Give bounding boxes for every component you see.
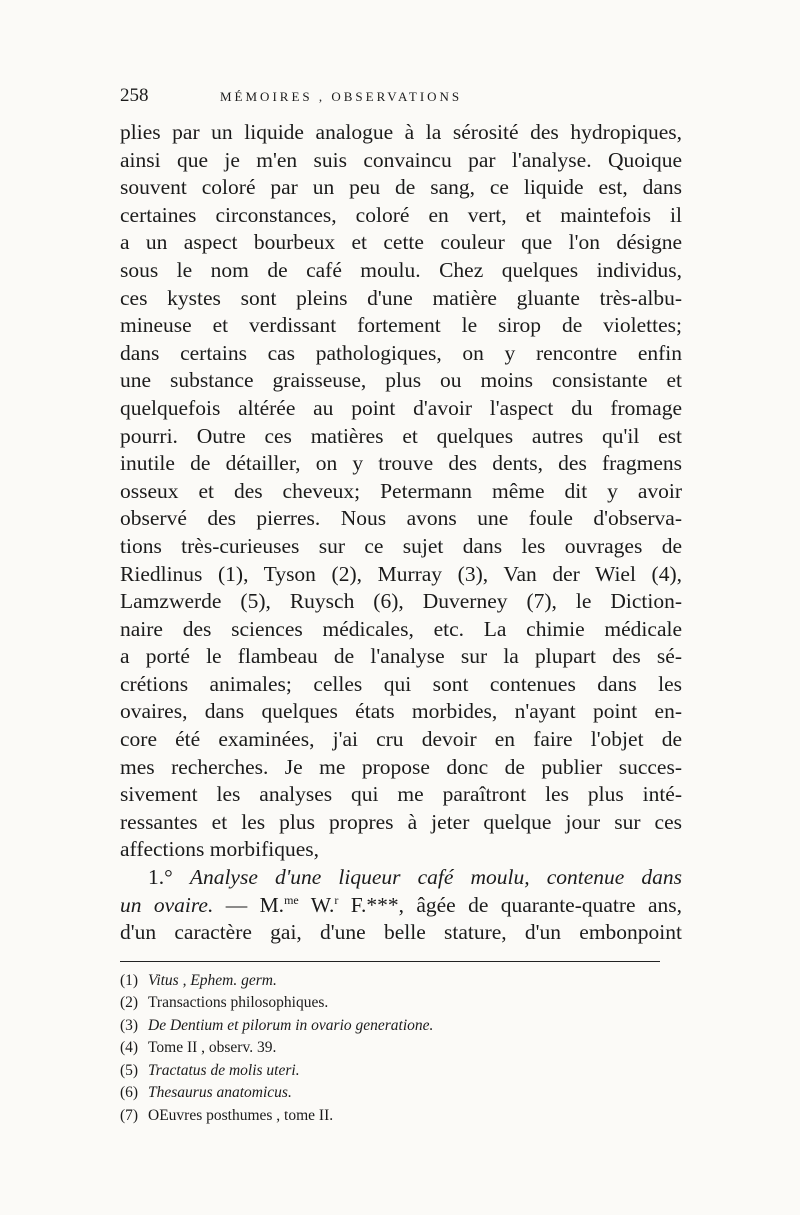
text-line: mineuse et verdissant fortement le sirop de violettes; (120, 313, 682, 338)
text-line: osseux et des cheveux; Petermann même dit y avoir (120, 478, 682, 503)
body-paragraph (120, 119, 682, 947)
text-line: sous le nom de café moulu. Chez quelques individus, (120, 257, 682, 282)
book-page (120, 85, 682, 1127)
page-number: 258 (120, 85, 149, 106)
text-line: plies par un liquide analogue à la sérosité des hydropiques, (120, 120, 682, 144)
text-line: crétions animales; celles qui sont contenues dans les (120, 671, 682, 696)
footnotes (120, 970, 682, 1128)
footnote: (6) Thesaurus anatomicus. (120, 1084, 292, 1102)
footnote-rule (120, 961, 660, 962)
text-line: ainsi que je m'en suis convaincu par l'analyse. Quoique (120, 147, 682, 172)
text-line: ressantes et les plus propres à jeter quelque jour sur ces (120, 809, 682, 834)
section-number: 1.° (148, 865, 173, 890)
text-line: ces kystes sont pleins d'une matière gluante très-albu- (120, 285, 682, 310)
footnote: (7) OEuvres posthumes , tome II. (120, 1106, 334, 1124)
text-line: mes recherches. Je me propose donc de publier succes- (120, 754, 682, 779)
footnote: (1) Vitus , Ephem. germ. (120, 971, 277, 989)
text-line: inutile de détailler, on y trouve des dents, des fragmens (120, 451, 682, 476)
text-line: certaines circonstances, coloré en vert, et maintefois il (120, 202, 682, 227)
footnote: (3) De Dentium et pilorum in ovario generatione. (120, 1016, 434, 1034)
text-line: Riedlinus (1), Tyson (2), Murray (3), Van der Wiel (4), (120, 561, 682, 586)
text-line: Lamzwerde (5), Ruysch (6), Duverney (7), le Diction- (120, 589, 682, 614)
text-line: a porté le flambeau de l'analyse sur la plupart des sé- (120, 644, 682, 669)
text-line: pourri. Outre ces matières et quelques autres qu'il est (120, 423, 682, 448)
text-line: une substance graisseuse, plus ou moins consistante et (120, 368, 682, 393)
text-line: observé des pierres. Nous avons une foule d'observa- (120, 506, 682, 531)
footnote: (5) Tractatus de molis uteri. (120, 1061, 300, 1079)
text-line: sivement les analyses qui me paraîtront les plus inté- (120, 782, 682, 807)
section-title-cont: un ovaire. (120, 892, 214, 917)
text-line: tions très-curieuses sur ce sujet dans les ouvrages de (120, 533, 682, 558)
text-line: souvent coloré par un peu de sang, ce liquide est, dans (120, 175, 682, 200)
text-line: dans certains cas pathologiques, on y rencontre enfin (120, 340, 682, 365)
text-line: un ovaire. — M.$^{me}$ W.$^r$ F.***, âgée de quarante-quatre ans, (120, 892, 682, 917)
page-header (120, 85, 682, 119)
running-head: MÉMOIRES , OBSERVATIONS (220, 89, 463, 104)
section-title: Analyse d'une liqueur café moulu, contenue dans (189, 865, 682, 890)
text-line: quelquefois altérée au point d'avoir l'aspect du fromage (120, 395, 682, 420)
footnote: (2) Transactions philosophiques. (120, 994, 329, 1012)
text-line: naire des sciences médicales, etc. La chimie médicale (120, 616, 682, 641)
text-line: ovaires, dans quelques états morbides, n'ayant point en- (120, 699, 682, 724)
text-line: core été examinées, j'ai cru devoir en faire l'objet de (120, 727, 682, 752)
section-heading (120, 864, 682, 892)
footnote: (4) Tome II , observ. 39. (120, 1039, 277, 1057)
text-line: d'un caractère gai, d'une belle stature, d'un embonpoint (120, 920, 682, 945)
text-line: affections morbifiques, (120, 837, 320, 862)
text-line: a un aspect bourbeux et cette couleur que l'on désigne (120, 230, 682, 255)
